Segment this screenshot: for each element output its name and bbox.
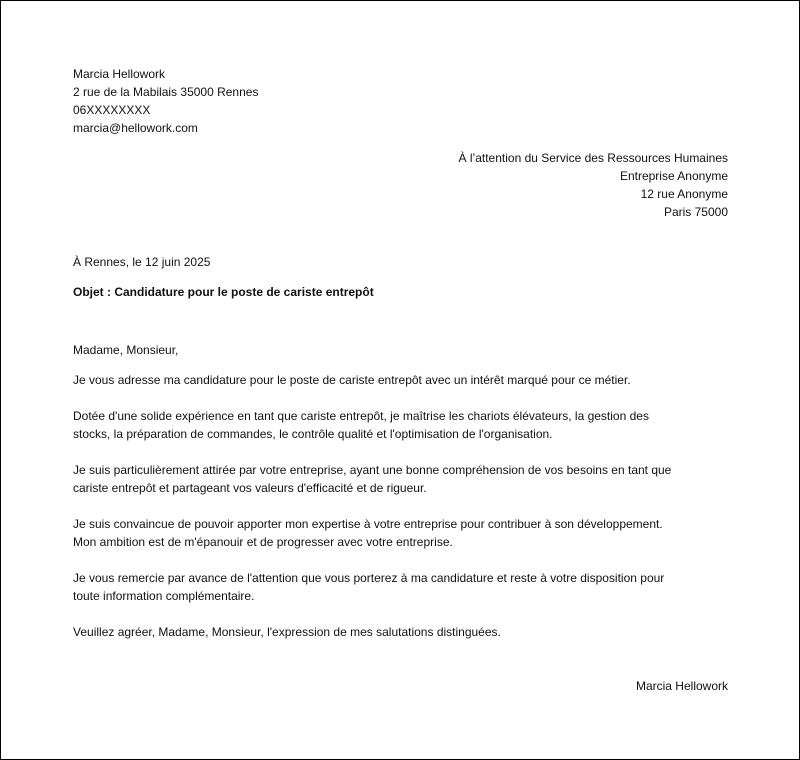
paragraph-line: cariste entrepôt et partageant vos valeurs d'efficacité et de rigueur. [73,481,427,495]
sender-email: marcia@hellowork.com [73,121,198,135]
recipient-block [73,149,728,221]
letter-content [73,65,728,695]
body-paragraph [73,461,728,497]
recipient-street: 12 rue Anonyme [640,187,728,201]
recipient-attention: À l’attention du Service des Ressources Humaines [458,151,728,165]
letter-subject: Objet : Candidature pour le poste de cariste entrepôt [73,285,374,299]
letter-signature: Marcia Hellowork [635,679,728,693]
letter-closing: Veuillez agréer, Madame, Monsieur, l'expression de mes salutations distinguées. [73,625,501,639]
sender-address: 2 rue de la Mabilais 35000 Rennes [73,85,259,99]
paragraph-line: Dotée d'une solide expérience en tant que cariste entrepôt, je maîtrise les chariots élévateurs, la gestion des [73,409,649,423]
body-paragraph [73,407,728,443]
paragraph-line: stocks, la préparation de commandes, le contrôle qualité et l'optimisation de l'organisation. [73,427,553,441]
recipient-city: Paris 75000 [663,205,728,219]
recipient-company: Entreprise Anonyme [619,169,728,183]
paragraph-line: Je suis particulièrement attirée par votre entreprise, ayant une bonne compréhension de vos besoins en tant que [73,463,672,477]
paragraph-line: Je vous remercie par avance de l'attention que vous porterez à ma candidature et reste à votre disposition pour [73,571,665,585]
sender-name: Marcia Hellowork [73,67,166,81]
paragraph-line: Je suis convaincue de pouvoir apporter mon expertise à votre entreprise pour contribuer à son développement. [73,517,663,531]
sender-block [73,65,728,137]
paragraph-line: Je vous adresse ma candidature pour le poste de cariste entrepôt avec un intérêt marqué pour ce métier. [73,373,631,387]
body-paragraph [73,515,728,551]
paragraph-line: Mon ambition est de m'épanouir et de progresser avec votre entreprise. [73,535,453,549]
letter-date: À Rennes, le 12 juin 2025 [73,255,211,269]
paragraph-line: toute information complémentaire. [73,589,255,603]
body-paragraph [73,371,728,389]
body-paragraph [73,569,728,605]
letter-greeting: Madame, Monsieur, [73,343,179,357]
sender-phone: 06XXXXXXXX [73,103,151,117]
